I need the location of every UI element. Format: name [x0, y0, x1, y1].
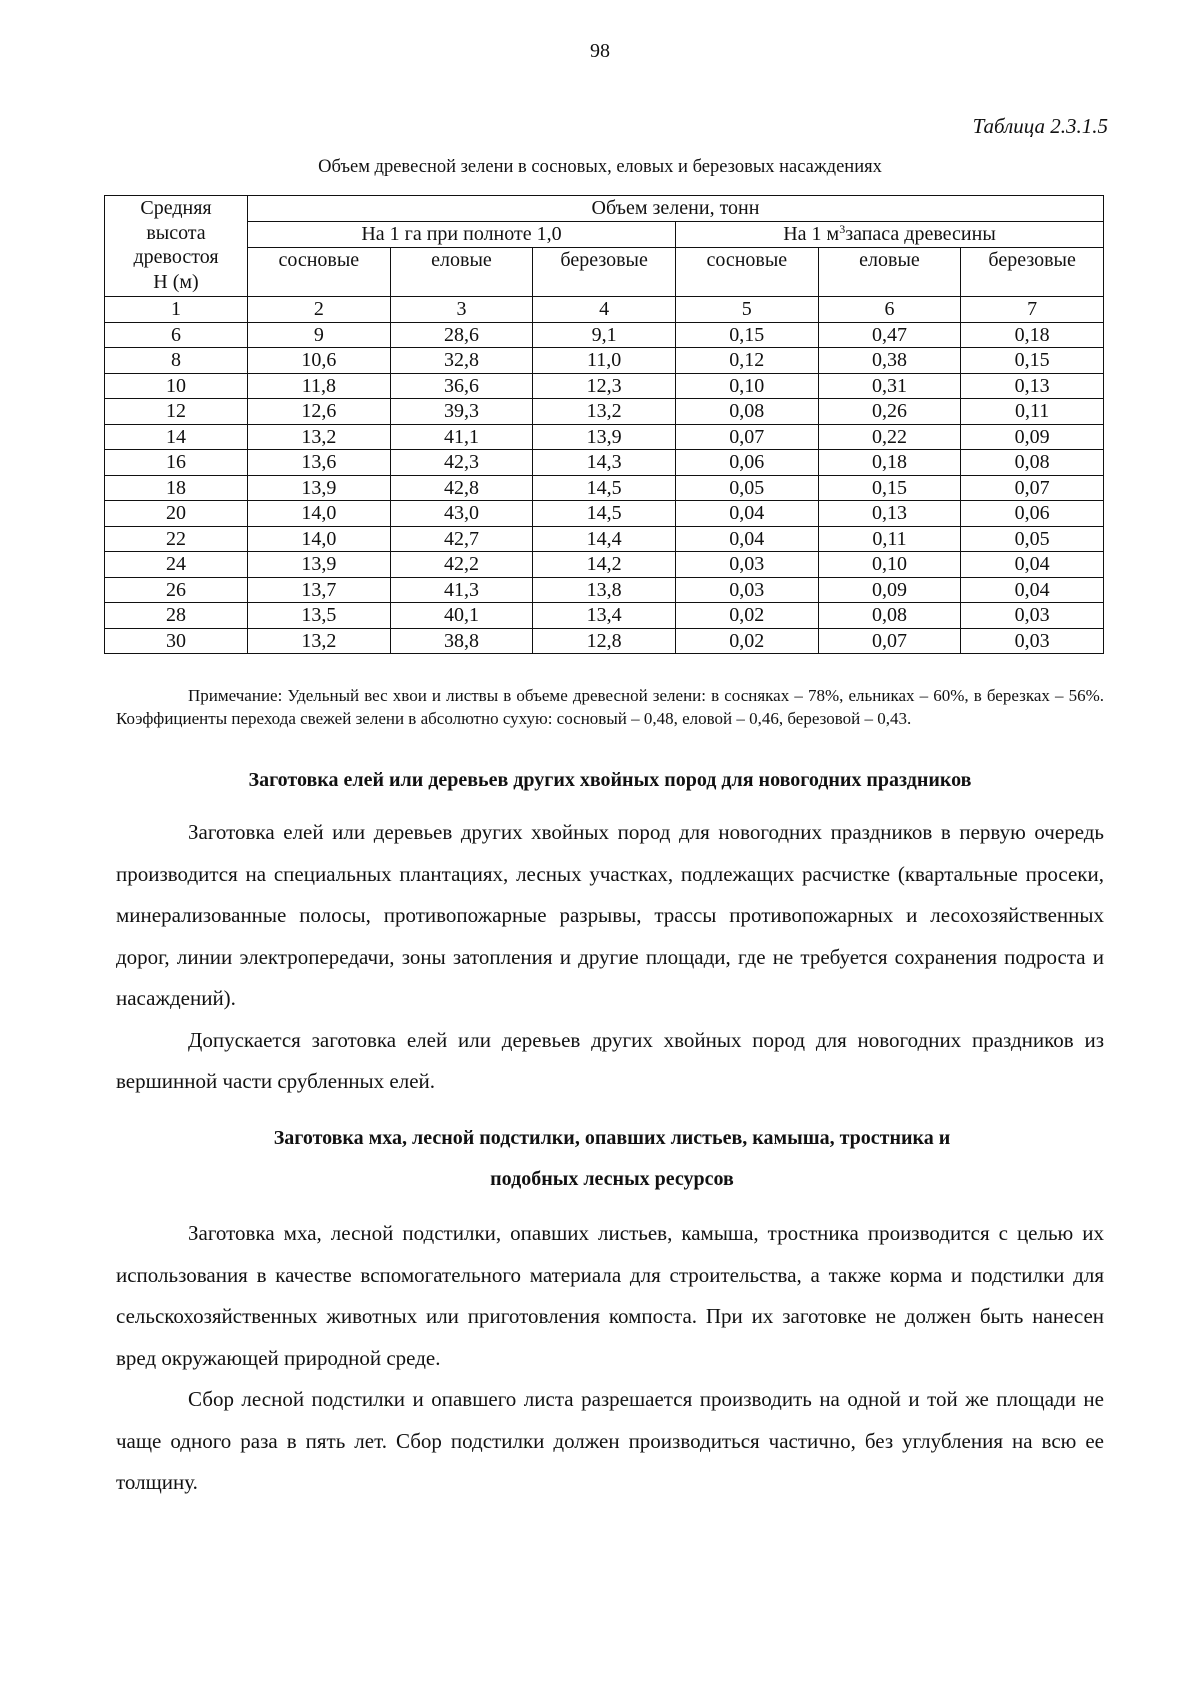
volume-cell: 13,5 [248, 603, 391, 629]
column-number: 3 [390, 297, 533, 323]
table-row [105, 348, 1104, 374]
col-header-height-line: Средняя [140, 197, 212, 219]
height-cell: 8 [105, 348, 248, 374]
section-body-moss [116, 1213, 1104, 1504]
volume-cell: 13,7 [248, 577, 391, 603]
volume-cell: 43,0 [390, 501, 533, 527]
volume-cell: 14,4 [533, 526, 676, 552]
volume-cell: 0,05 [675, 475, 818, 501]
species-header: березовые [961, 248, 1104, 297]
table-row [105, 399, 1104, 425]
volume-cell: 0,09 [961, 424, 1104, 450]
column-number: 6 [818, 297, 961, 323]
volume-cell: 11,0 [533, 348, 676, 374]
column-number-row [105, 297, 1104, 323]
sub-header-per-m3 [675, 222, 1103, 248]
green-mass-table [104, 195, 1104, 654]
volume-cell: 0,04 [675, 526, 818, 552]
volume-cell: 38,8 [390, 628, 533, 654]
volume-cell: 0,15 [961, 348, 1104, 374]
section-heading-firs: Заготовка елей или деревьев других хвойных пород для новогодних праздников [248, 769, 972, 791]
volume-cell: 0,05 [961, 526, 1104, 552]
sub-header-per-m3-post: запаса древесины [845, 223, 996, 245]
volume-cell: 13,8 [533, 577, 676, 603]
volume-cell: 14,2 [533, 552, 676, 578]
height-cell: 16 [105, 450, 248, 476]
section-body-firs [116, 812, 1104, 1103]
volume-cell: 42,8 [390, 475, 533, 501]
volume-cell: 11,8 [248, 373, 391, 399]
volume-cell: 13,2 [533, 399, 676, 425]
volume-cell: 0,15 [818, 475, 961, 501]
volume-cell: 0,11 [961, 399, 1104, 425]
volume-cell: 14,0 [248, 526, 391, 552]
table-row [105, 603, 1104, 629]
volume-cell: 0,07 [675, 424, 818, 450]
section-heading-moss [116, 1118, 1108, 1200]
volume-cell: 42,2 [390, 552, 533, 578]
height-cell: 10 [105, 373, 248, 399]
paragraph: Заготовка елей или деревьев других хвойных пород для новогодних праздников в первую очередь производится на специальных плантациях, лесных участках, подлежащих расчистке (квартальные просеки, минерализованные полосы, противопожарные разрывы, трассы противопожарных и лесохозяйственных дорог, линии электропередачи, зоны затопления и другие площади, где не требуется сохранения подроста и насаждений). [116, 820, 1104, 1010]
volume-cell: 0,15 [675, 322, 818, 348]
volume-cell: 0,07 [818, 628, 961, 654]
volume-cell: 13,9 [248, 552, 391, 578]
volume-cell: 0,18 [961, 322, 1104, 348]
volume-cell: 0,26 [818, 399, 961, 425]
volume-cell: 41,3 [390, 577, 533, 603]
volume-cell: 0,13 [818, 501, 961, 527]
volume-cell: 0,11 [818, 526, 961, 552]
volume-cell: 0,38 [818, 348, 961, 374]
table-row [105, 424, 1104, 450]
volume-cell: 0,03 [961, 628, 1104, 654]
species-header: еловые [390, 248, 533, 297]
volume-cell: 0,02 [675, 603, 818, 629]
column-number: 1 [105, 297, 248, 323]
table-row [105, 450, 1104, 476]
sub-header-per-m3-sup: 3 [839, 222, 846, 236]
table-note-text: Примечание: Удельный вес хвои и листвы в объеме древесной зелени: в сосняках – 78%, ельниках – 60%, в березках – 56%. Коэффициенты перехода свежей зелени в абсолютно сухую: сосновый – 0,48, еловой – 0,46, березовой – 0,43. [116, 686, 1104, 728]
column-number: 7 [961, 297, 1104, 323]
volume-cell: 41,1 [390, 424, 533, 450]
volume-cell: 10,6 [248, 348, 391, 374]
sub-header-per-ha: На 1 га при полноте 1,0 [248, 222, 676, 248]
volume-cell: 14,5 [533, 475, 676, 501]
species-header: сосновые [675, 248, 818, 297]
height-cell: 22 [105, 526, 248, 552]
volume-cell: 14,3 [533, 450, 676, 476]
volume-cell: 32,8 [390, 348, 533, 374]
volume-cell: 12,3 [533, 373, 676, 399]
volume-cell: 0,12 [675, 348, 818, 374]
height-cell: 26 [105, 577, 248, 603]
volume-cell: 0,03 [675, 577, 818, 603]
table-body [105, 322, 1104, 654]
height-cell: 12 [105, 399, 248, 425]
table-label: Таблица 2.3.1.5 [972, 114, 1108, 138]
section-heading-moss-line: Заготовка мха, лесной подстилки, опавших листьев, камыша, тростника и [273, 1127, 951, 1149]
table-row [105, 577, 1104, 603]
col-header-height [105, 196, 248, 297]
table-row [105, 373, 1104, 399]
group-header-volume: Объем зелени, тонн [248, 196, 1104, 222]
volume-cell: 13,6 [248, 450, 391, 476]
volume-cell: 13,4 [533, 603, 676, 629]
sub-header-per-m3-pre: На 1 м [783, 223, 840, 245]
volume-cell: 39,3 [390, 399, 533, 425]
volume-cell: 0,08 [675, 399, 818, 425]
species-header: сосновые [248, 248, 391, 297]
height-cell: 28 [105, 603, 248, 629]
volume-cell: 12,6 [248, 399, 391, 425]
volume-cell: 0,04 [675, 501, 818, 527]
volume-cell: 12,8 [533, 628, 676, 654]
volume-cell: 40,1 [390, 603, 533, 629]
volume-cell: 14,0 [248, 501, 391, 527]
volume-cell: 13,9 [248, 475, 391, 501]
volume-cell: 28,6 [390, 322, 533, 348]
volume-cell: 0,03 [961, 603, 1104, 629]
col-header-height-line: Н (м) [153, 270, 199, 293]
volume-cell: 13,9 [533, 424, 676, 450]
volume-cell: 9,1 [533, 322, 676, 348]
col-header-height-line: высота [146, 221, 206, 244]
volume-cell: 0,04 [961, 552, 1104, 578]
table-note [116, 684, 1104, 730]
volume-cell: 0,22 [818, 424, 961, 450]
height-cell: 14 [105, 424, 248, 450]
table-row [105, 475, 1104, 501]
species-header: березовые [533, 248, 676, 297]
volume-cell: 42,3 [390, 450, 533, 476]
height-cell: 24 [105, 552, 248, 578]
volume-cell: 14,5 [533, 501, 676, 527]
height-cell: 30 [105, 628, 248, 654]
column-number: 4 [533, 297, 676, 323]
volume-cell: 13,2 [248, 424, 391, 450]
species-header: еловые [818, 248, 961, 297]
column-number: 2 [248, 297, 391, 323]
table-row [105, 501, 1104, 527]
volume-cell: 0,02 [675, 628, 818, 654]
volume-cell: 0,07 [961, 475, 1104, 501]
volume-cell: 0,03 [675, 552, 818, 578]
volume-cell: 0,10 [675, 373, 818, 399]
volume-cell: 0,08 [818, 603, 961, 629]
volume-cell: 0,31 [818, 373, 961, 399]
volume-cell: 0,06 [675, 450, 818, 476]
volume-cell: 9 [248, 322, 391, 348]
table-row [105, 322, 1104, 348]
volume-cell: 0,13 [961, 373, 1104, 399]
volume-cell: 0,10 [818, 552, 961, 578]
volume-cell: 42,7 [390, 526, 533, 552]
col-header-height-line: древостоя [133, 246, 219, 268]
height-cell: 20 [105, 501, 248, 527]
column-number: 5 [675, 297, 818, 323]
volume-cell: 0,08 [961, 450, 1104, 476]
paragraph: Заготовка мха, лесной подстилки, опавших листьев, камыша, тростника производится с целью их использования в качестве вспомогательного материала для строительства, а также корма и подстилки для сельскохозяйственных животных или приготовления компоста. При их заготовке не должен быть нанесен вред окружающей природной среде. [116, 1221, 1104, 1370]
volume-cell: 0,09 [818, 577, 961, 603]
section-heading-moss-line: подобных лесных ресурсов [490, 1168, 734, 1190]
volume-cell: 0,04 [961, 577, 1104, 603]
height-cell: 18 [105, 475, 248, 501]
volume-cell: 0,06 [961, 501, 1104, 527]
paragraph: Сбор лесной подстилки и опавшего листа разрешается производить на одной и той же площади не чаще одного раза в пять лет. Сбор подстилки должен производиться частично, без углубления на всю ее толщину. [116, 1387, 1104, 1494]
volume-cell: 0,18 [818, 450, 961, 476]
table-row [105, 526, 1104, 552]
volume-cell: 13,2 [248, 628, 391, 654]
table-row [105, 628, 1104, 654]
page-number: 98 [590, 40, 610, 62]
table-title: Объем древесной зелени в сосновых, еловых и березовых насаждениях [318, 157, 882, 177]
paragraph: Допускается заготовка елей или деревьев других хвойных пород для новогодних праздников из вершинной части срубленных елей. [116, 1027, 1104, 1093]
volume-cell: 0,47 [818, 322, 961, 348]
height-cell: 6 [105, 322, 248, 348]
volume-cell: 36,6 [390, 373, 533, 399]
table-row [105, 552, 1104, 578]
